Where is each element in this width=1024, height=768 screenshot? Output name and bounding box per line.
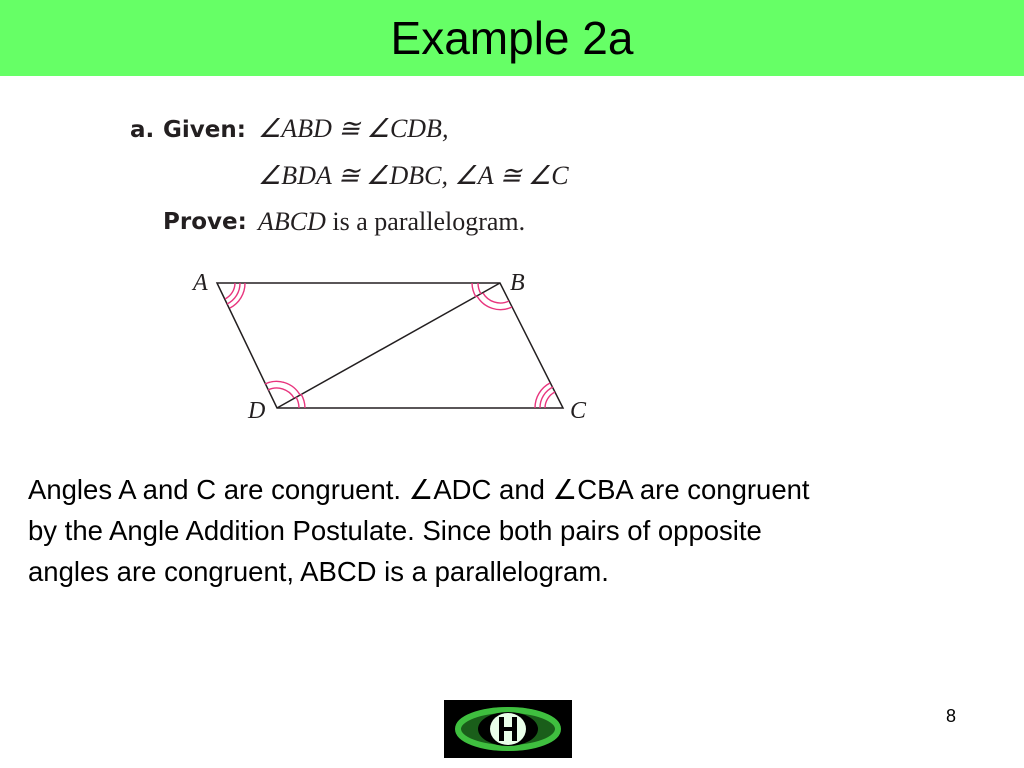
slide-title: Example 2a — [390, 12, 634, 64]
explanation-text — [28, 469, 1008, 592]
vertex-label-b: B — [510, 270, 525, 296]
given-line-1: ∠ABD ≅ ∠CDB, — [258, 114, 449, 143]
prove-subject: ABCD — [258, 207, 326, 236]
diagonal-bd — [277, 283, 500, 408]
prove-statement — [258, 207, 525, 237]
problem-statement — [0, 0, 700, 250]
angle-c-arcs — [535, 383, 555, 408]
part-label: a. — [130, 117, 155, 143]
explanation-line-2: by the Angle Addition Postulate. Since both pairs of opposite — [28, 515, 762, 546]
logo-icon — [444, 700, 572, 758]
angle-a-arcs — [225, 283, 245, 308]
vertex-label-d: D — [248, 398, 266, 424]
vertex-label-a: A — [193, 270, 208, 296]
vertex-label-c: C — [570, 398, 587, 424]
prove-label: Prove: — [163, 209, 247, 235]
given-line-2: ∠BDA ≅ ∠DBC, ∠A ≅ ∠C — [258, 161, 569, 190]
explanation-line-1: Angles A and C are congruent. ∠ADC and ∠CBA are congruent — [28, 474, 810, 505]
parallelogram-diagram — [180, 260, 620, 430]
page-number: 8 — [946, 706, 957, 726]
given-label: Given: — [163, 117, 246, 143]
explanation-line-3: angles are congruent, ABCD is a parallelogram. — [28, 556, 609, 587]
prove-rest: is a parallelogram. — [325, 207, 526, 236]
